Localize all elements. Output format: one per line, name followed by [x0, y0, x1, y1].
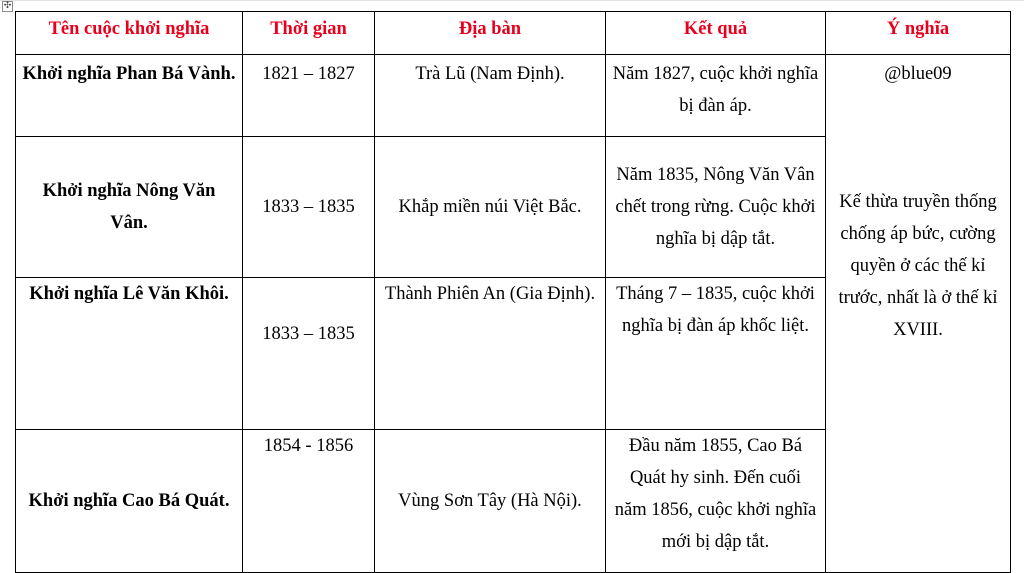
uprising-location: Vùng Sơn Tây (Hà Nội).	[375, 430, 606, 573]
table-header-row	[16, 12, 1011, 55]
uprisings-table	[15, 11, 1011, 573]
table-row	[16, 55, 1011, 137]
header-name: Tên cuộc khởi nghĩa	[16, 12, 243, 55]
uprising-time: 1833 – 1835	[243, 137, 375, 278]
uprising-name: Khởi nghĩa Cao Bá Quát.	[16, 430, 243, 573]
uprising-name: Khởi nghĩa Lê Văn Khôi.	[16, 278, 243, 430]
uprising-time: 1833 – 1835	[243, 278, 375, 430]
uprising-time: 1854 - 1856	[243, 430, 375, 573]
table-move-handle-icon[interactable]: ✣	[3, 1, 12, 11]
header-location: Địa bàn	[375, 12, 606, 55]
uprising-location: Trà Lũ (Nam Định).	[375, 55, 606, 137]
significance-cell	[826, 55, 1011, 573]
uprising-name: Khởi nghĩa Nông Văn Vân.	[16, 137, 243, 278]
uprising-name: Khởi nghĩa Phan Bá Vành.	[16, 55, 243, 137]
uprising-location: Khắp miền núi Việt Bắc.	[375, 137, 606, 278]
significance-text: Kế thừa truyền thống chống áp bức, cường quyền ở các thế kỉ trước, nhất là ở thế kỉ XVIII.	[838, 192, 998, 340]
uprising-result: Năm 1827, cuộc khởi nghĩa bị đàn áp.	[606, 55, 826, 137]
uprising-time: 1821 – 1827	[243, 55, 375, 137]
uprising-location: Thành Phiên An (Gia Định).	[375, 278, 606, 430]
header-significance: Ý nghĩa	[826, 12, 1011, 55]
header-time: Thời gian	[243, 12, 375, 55]
uprising-result: Năm 1835, Nông Văn Vân chết trong rừng. Cuộc khởi nghĩa bị dập tắt.	[606, 137, 826, 278]
uprising-result: Tháng 7 – 1835, cuộc khởi nghĩa bị đàn áp khốc liệt.	[606, 278, 826, 430]
uprising-result: Đầu năm 1855, Cao Bá Quát hy sinh. Đến cuối năm 1856, cuộc khởi nghĩa mới bị dập tắt.	[606, 430, 826, 573]
page-top-edge	[0, 0, 1024, 1]
author-handle: @blue09	[884, 64, 952, 84]
header-result: Kết quả	[606, 12, 826, 55]
